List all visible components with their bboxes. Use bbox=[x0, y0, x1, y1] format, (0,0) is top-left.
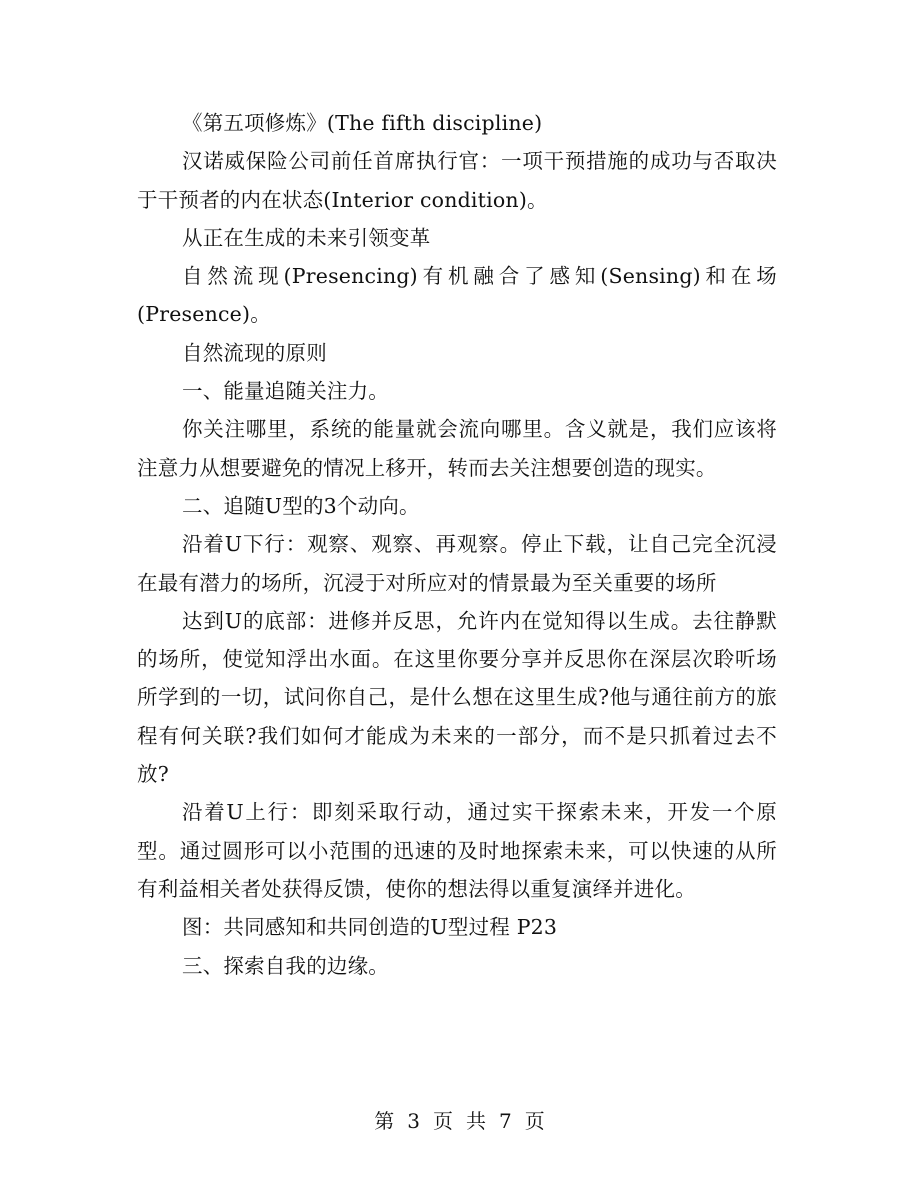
paragraph: 沿着U上行：即刻采取行动，通过实干探索未来，开发一个原型。通过圆形可以小范围的迅速的及时地探索未来，可以快速的从所有利益相关者处获得反馈，使你的想法得以重复演绎并进化。 bbox=[137, 800, 777, 901]
footer-ye: 页 bbox=[524, 1109, 546, 1133]
section-heading: 二、追随U型的3个动向。 bbox=[182, 493, 420, 518]
paragraph: 沿着U下行：观察、观察、再观察。停止下载，让自己完全沉浸在最有潜力的场所，沉浸于对所应对的情景最为至关重要的场所 bbox=[137, 532, 777, 595]
figure-caption: 图：共同感知和共同创造的U型过程 P23 bbox=[182, 915, 558, 940]
paragraph: 从正在生成的未来引领变革 bbox=[182, 225, 431, 250]
paragraph: 《第五项修炼》(The fifth discipline) bbox=[182, 111, 543, 135]
page-footer bbox=[0, 1105, 920, 1134]
paragraph: 自然流现(Presencing)有机融合了感知(Sensing)和在场(Presence)。 bbox=[137, 264, 777, 327]
footer-ye: 页 bbox=[433, 1109, 454, 1133]
total-pages: 7 bbox=[499, 1109, 513, 1133]
page-number: 3 bbox=[407, 1109, 421, 1133]
document-body bbox=[137, 104, 777, 985]
section-heading: 三、探索自我的边缘。 bbox=[182, 953, 389, 978]
paragraph: 汉诺威保险公司前任首席执行官：一项干预措施的成功与否取决于干预者的内在状态(Interior condition)。 bbox=[137, 149, 777, 212]
paragraph: 你关注哪里，系统的能量就会流向哪里。含义就是，我们应该将注意力从想要避免的情况上移开，转而去关注想要创造的现实。 bbox=[137, 417, 777, 480]
section-heading: 一、能量追随关注力。 bbox=[182, 379, 389, 404]
footer-gong: 共 bbox=[466, 1109, 487, 1133]
footer-di: 第 bbox=[374, 1109, 396, 1133]
section-heading: 自然流现的原则 bbox=[182, 340, 327, 365]
paragraph: 达到U的底部：进修并反思，允许内在觉知得以生成。去往静默的场所，使觉知浮出水面。在这里你要分享并反思你在深层次聆听场所学到的一切，试问你自己，是什么想在这里生成?他与通往前方的旅程有何关联?我们如何才能成为未来的一部分，而不是只抓着过去不放? bbox=[137, 608, 777, 787]
